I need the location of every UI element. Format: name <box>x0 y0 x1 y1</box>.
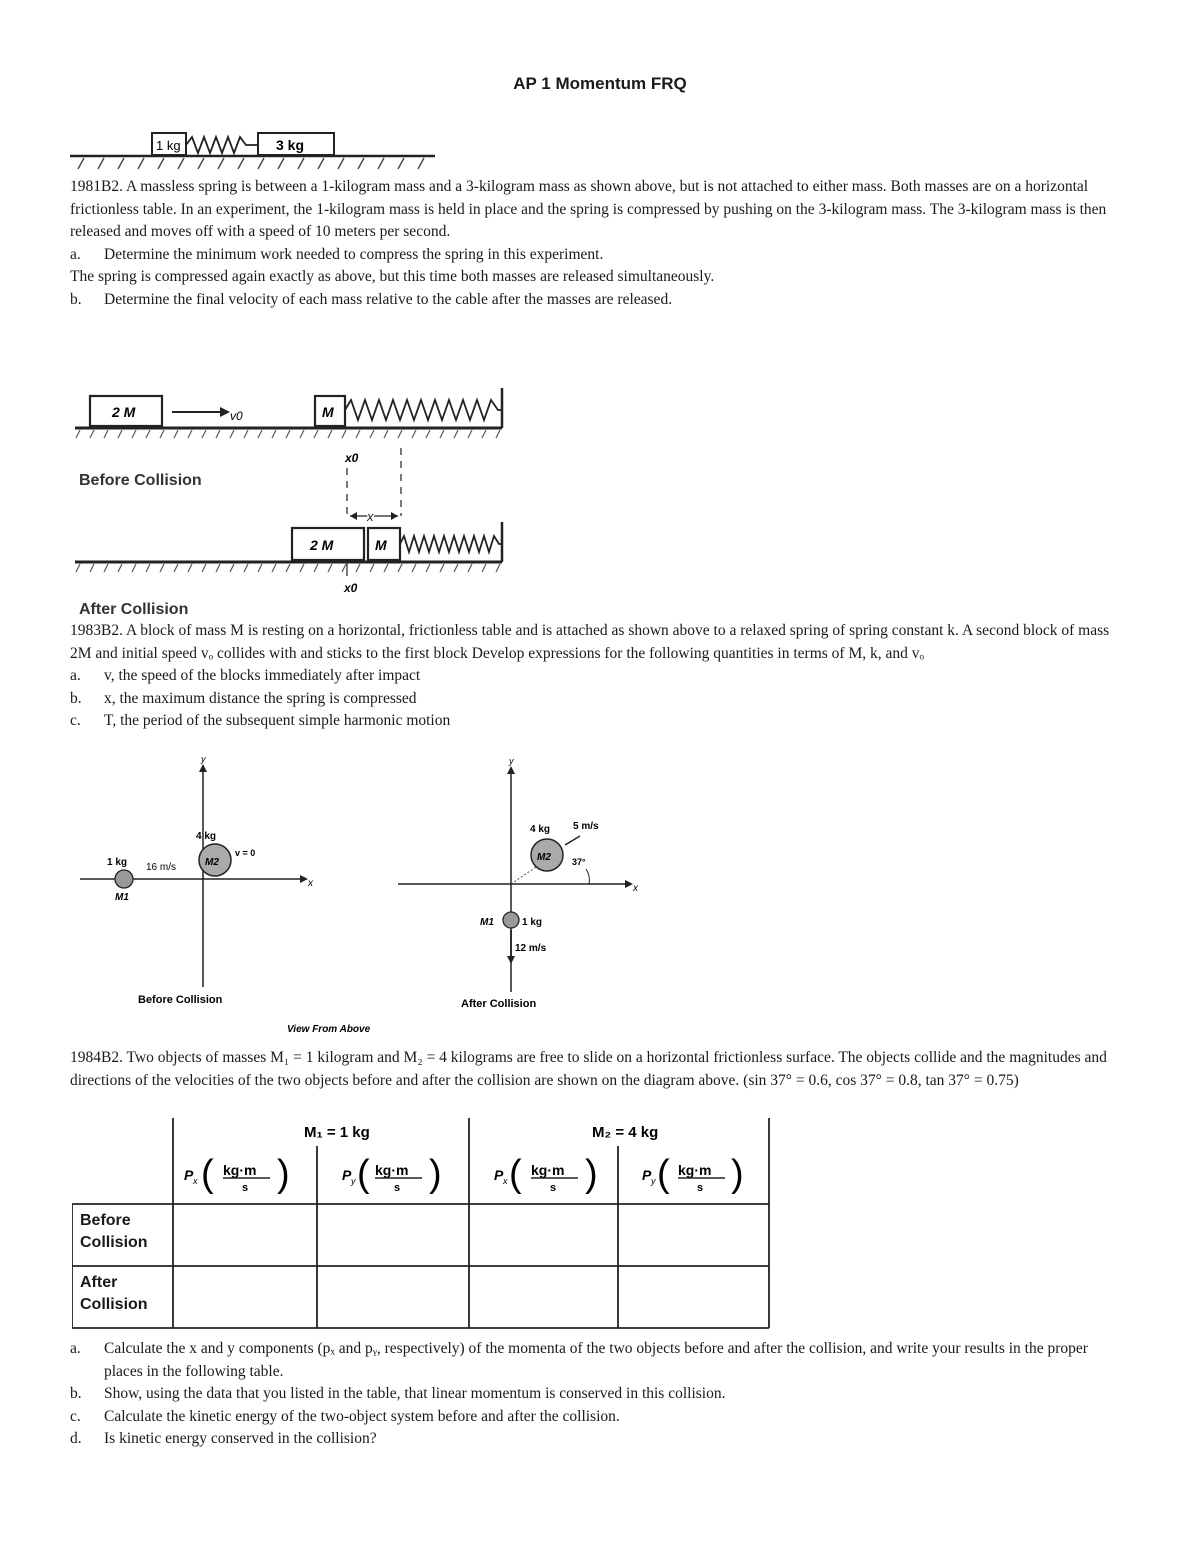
svg-text:): ) <box>585 1153 598 1195</box>
problem-2-stem: 1983B2. A block of mass M is resting on a horizontal, frictionless table and is attached as shown above to a relaxed spring of spring constant k. A second block of mass 2M and initial speed vₒ collides with and sticks to the first block Develop expressions for the following quantities in terms of M, k, and vₒ <box>70 622 1110 662</box>
view-from-above-label: View From Above <box>287 1024 371 1035</box>
x0-bottom-label: x0 <box>344 581 358 595</box>
after-collision-label: After Collision <box>79 601 189 618</box>
svg-text:kg·m: kg·m <box>531 1162 565 1178</box>
group-m1-header: M₁ = 1 kg <box>304 1124 370 1141</box>
block-2m-before-label: 2 M <box>112 404 136 420</box>
svg-text:kg·m: kg·m <box>223 1162 257 1178</box>
problem-2-part-b: b. x, the maximum distance the spring is compressed <box>70 689 417 707</box>
svg-text:P: P <box>642 1167 652 1183</box>
problem-1-stem: 1981B2. A massless spring is between a 1-kilogram mass and a 3-kilogram mass as shown above, but is not attached to either mass. Both masses are on a horizontal frictionless table. In an experiment, the 1-kilogram mass is held in place and the spring is compressed by pushing on the 3-kilogram mass. The 3-kilogram mass is then released and moves off with a speed of 10 meters per second. <box>70 178 1107 240</box>
svg-text:): ) <box>277 1153 290 1195</box>
svg-text:(: ( <box>201 1153 214 1195</box>
svg-text:M2: M2 <box>537 852 551 863</box>
angle-label: 37° <box>572 857 586 867</box>
svg-text:s: s <box>394 1182 401 1194</box>
block-m-before-label: M <box>322 404 334 420</box>
problem-1984b2 <box>70 1047 1130 1092</box>
before-collision-label: Before Collision <box>79 472 202 489</box>
m1-before-speed: 16 m/s <box>146 862 177 873</box>
spring-compressed-icon <box>400 536 502 552</box>
momentum-table <box>72 1118 772 1330</box>
svg-text:s: s <box>697 1182 704 1194</box>
m2-after-velocity-arrow <box>565 836 580 845</box>
problem-1-mid-text: The spring is compressed again exactly as above, but this time both masses are released simultaneously. <box>70 268 715 285</box>
svg-text:y: y <box>509 756 514 766</box>
svg-text:): ) <box>731 1153 744 1195</box>
m1-after-icon <box>503 912 519 928</box>
problem-2-part-c: c. T, the period of the subsequent simple harmonic motion <box>70 712 451 729</box>
svg-text:P: P <box>494 1167 504 1183</box>
svg-text:s: s <box>242 1182 249 1194</box>
svg-text:(: ( <box>509 1153 522 1195</box>
m2-before-velocity: v = 0 <box>235 848 256 858</box>
collision-spring-figure <box>70 388 520 620</box>
svg-text:x: x <box>193 1176 198 1186</box>
m1-before-mass: 1 kg <box>107 857 128 868</box>
problem-1983b2 <box>70 620 1130 733</box>
svg-text:kg·m: kg·m <box>678 1162 712 1178</box>
hatch-marks <box>78 158 424 169</box>
col-header-m1-py <box>342 1153 442 1195</box>
problem-1-part-a: a. Determine the minimum work needed to compress the spring in this experiment. <box>70 245 604 263</box>
svg-text:x: x <box>633 883 638 894</box>
svg-text:): ) <box>429 1153 442 1195</box>
problem-3-parts <box>70 1338 1130 1451</box>
group-m2-header: M₂ = 4 kg <box>592 1124 659 1141</box>
block-2m-after-label: 2 M <box>310 537 334 553</box>
block-m-after-label: M <box>375 537 387 553</box>
problem-3-part-d: d. Is kinetic energy conserved in the collision? <box>70 1430 377 1447</box>
svg-text:kg·m: kg·m <box>375 1162 409 1178</box>
col-header-m2-px <box>494 1153 598 1195</box>
svg-text:M1: M1 <box>115 892 129 903</box>
spring-relaxed-icon <box>345 400 502 420</box>
v0-label: v0 <box>230 409 243 423</box>
spring-icon <box>186 137 258 153</box>
problem-3-part-a: a. Calculate the x and y components (pₓ and pᵧ, respectively) of the momenta of the two objects before and after the collision, and write your results in the proper places in the following table. <box>70 1340 1088 1380</box>
problem-3-part-b: b. Show, using the data that you listed in the table, that linear momentum is conserved in this collision. <box>70 1385 726 1402</box>
m2-after-speed: 5 m/s <box>573 821 599 832</box>
svg-text:y: y <box>351 1176 356 1186</box>
problem-3-stem: 1984B2. Two objects of masses M₁ = 1 kilogram and M₂ = 4 kilograms are free to slide on a horizontal frictionless surface. The objects collide and the magnitudes and directions of the velocities of the two objects before and after the collision are shown on the diagram above. (sin 37° = 0.6, cos 37° = 0.8, tan 37° = 0.75) <box>70 1049 1107 1089</box>
svg-text:P: P <box>184 1167 194 1183</box>
m1-after-speed: 12 m/s <box>515 943 547 954</box>
m1-before-icon <box>115 870 133 888</box>
svg-text:x: x <box>308 878 313 889</box>
col-header-m1-px <box>184 1153 290 1195</box>
page-title: AP 1 Momentum FRQ <box>513 74 687 93</box>
svg-text:y: y <box>651 1176 656 1186</box>
problem-3-part-c: c. Calculate the kinetic energy of the two-object system before and after the collision. <box>70 1407 620 1425</box>
x0-top-label: x0 <box>345 451 359 465</box>
problem-1981b2 <box>70 176 1130 311</box>
m2-after-mass: 4 kg <box>530 824 551 835</box>
svg-text:s: s <box>550 1182 557 1194</box>
x-label: x <box>367 509 374 524</box>
problem-1-part-b: b. Determine the final velocity of each mass relative to the cable after the masses are released. <box>70 290 673 308</box>
block-1kg-label: 1 kg <box>156 138 181 153</box>
svg-text:(: ( <box>657 1153 670 1195</box>
svg-text:x: x <box>503 1176 508 1186</box>
before-collision-caption: Before Collision <box>138 994 223 1006</box>
svg-text:M1: M1 <box>480 917 494 928</box>
after-collision-caption: After Collision <box>461 998 537 1010</box>
two-d-collision-figure <box>70 752 670 1042</box>
spring-blocks-figure <box>70 125 450 180</box>
row-header-before: Before Collision <box>80 1212 148 1251</box>
block-3kg-label: 3 kg <box>276 137 305 153</box>
m2-before-mass: 4 kg <box>196 831 217 842</box>
problem-2-part-a: a. v, the speed of the blocks immediately after impact <box>70 667 421 684</box>
svg-text:M2: M2 <box>205 857 219 868</box>
col-header-m2-py <box>642 1153 744 1195</box>
m1-after-mass: 1 kg <box>522 917 543 928</box>
row-header-after: After Collision <box>80 1274 148 1313</box>
svg-text:P: P <box>342 1167 352 1183</box>
svg-text:y: y <box>201 754 206 764</box>
svg-text:(: ( <box>357 1153 370 1195</box>
